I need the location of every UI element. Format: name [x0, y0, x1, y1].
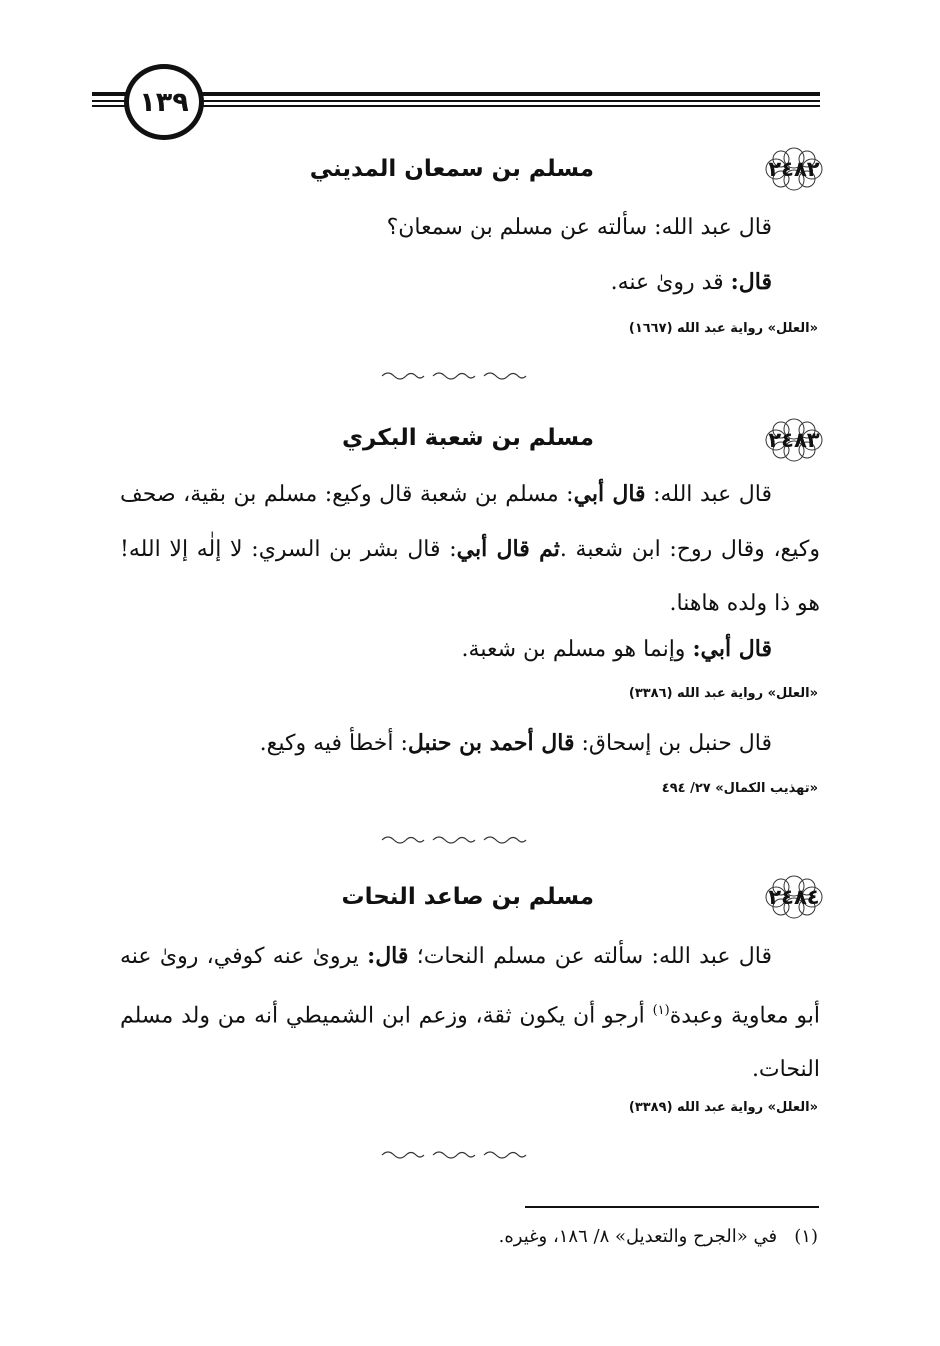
- speaker-label: قال أبي: [573, 481, 646, 507]
- speaker-label: قال:: [367, 943, 409, 969]
- paragraph-text: : أخطأ فيه وكيع.: [259, 731, 408, 756]
- entry-number: ٢٤٨٢: [768, 157, 820, 181]
- paragraph-text: يرویٰ عنه كوفي، رویٰ عنه أبو معاوية وعبدة: [120, 944, 820, 1029]
- speaker-label: قال:: [730, 269, 772, 295]
- paragraph-text: قال حنبل بن إسحاق:: [574, 731, 772, 756]
- footnote-rule: [525, 1206, 819, 1208]
- entry-number: ٢٤٨٣: [768, 428, 820, 452]
- footnote-text: في «الجرح والتعديل» ٨/ ١٨٦، وغيره.: [498, 1226, 778, 1247]
- paragraph-text: : قال بشر بن السري: لا إلٰه إلا الله! هو ذا ولده هاهنا.: [120, 537, 820, 616]
- entry-number: ٢٤٨٤: [768, 885, 820, 909]
- entry-paragraph: قال عبد الله: سألته عن مسلم بن سمعان؟: [386, 215, 772, 240]
- speaker-label: قال أبي:: [692, 636, 772, 662]
- entry-title: مسلم بن شعبة البكري: [341, 425, 594, 451]
- footnote-marker: (١): [794, 1226, 818, 1247]
- section-divider-ornament-icon: [378, 833, 534, 847]
- page-number-badge: [124, 64, 204, 140]
- paragraph-text: قال عبد الله: سألته عن مسلم النحات؛: [408, 944, 772, 969]
- paragraph-text: : مسلم بن شعبة قال وكيع: مسلم بن بقية، صحف وكيع، وقال روح: ابن شعبة .: [120, 482, 820, 562]
- footnote: [499, 1226, 818, 1247]
- section-divider-ornament-icon: [378, 1148, 534, 1162]
- entry-number-rosette: [754, 417, 834, 463]
- entry-title: مسلم بن صاعد النحات: [341, 884, 594, 910]
- source-citation: «العلل» رواية عبد الله (٣٣٨٦): [628, 686, 818, 701]
- entry-paragraph: [462, 622, 772, 677]
- paragraph-text: قد رویٰ عنه.: [610, 270, 731, 295]
- entry-paragraph: [120, 929, 820, 1097]
- footnote-reference[interactable]: (١): [652, 1003, 670, 1018]
- paragraph-text: قال عبد الله:: [645, 482, 772, 507]
- page-number: ١٣٩: [139, 86, 189, 118]
- entry-paragraph: [260, 716, 772, 771]
- paragraph-text: وإنما هو مسلم بن شعبة.: [461, 637, 693, 662]
- section-divider-ornament-icon: [378, 369, 534, 383]
- source-citation: «العلل» رواية عبد الله (٣٣٨٩): [628, 1100, 818, 1115]
- paragraph-text: أرجو أن يكون ثقة، وزعم ابن الشميطي أنه من ولد مسلم النحات.: [120, 1003, 820, 1083]
- source-citation: «تهذيب الكمال» ٢٧/ ٤٩٤: [661, 781, 818, 796]
- entry-number-rosette: [754, 874, 834, 920]
- entry-paragraph: [611, 255, 772, 310]
- entry-title: مسلم بن سمعان المديني: [309, 156, 594, 182]
- speaker-label: ثم قال أبي: [456, 536, 560, 562]
- entry-number-rosette: [754, 146, 834, 192]
- source-citation: «العلل» رواية عبد الله (١٦٦٧): [628, 321, 818, 336]
- speaker-label: قال أحمد بن حنبل: [407, 730, 575, 756]
- entry-paragraph: [120, 467, 820, 631]
